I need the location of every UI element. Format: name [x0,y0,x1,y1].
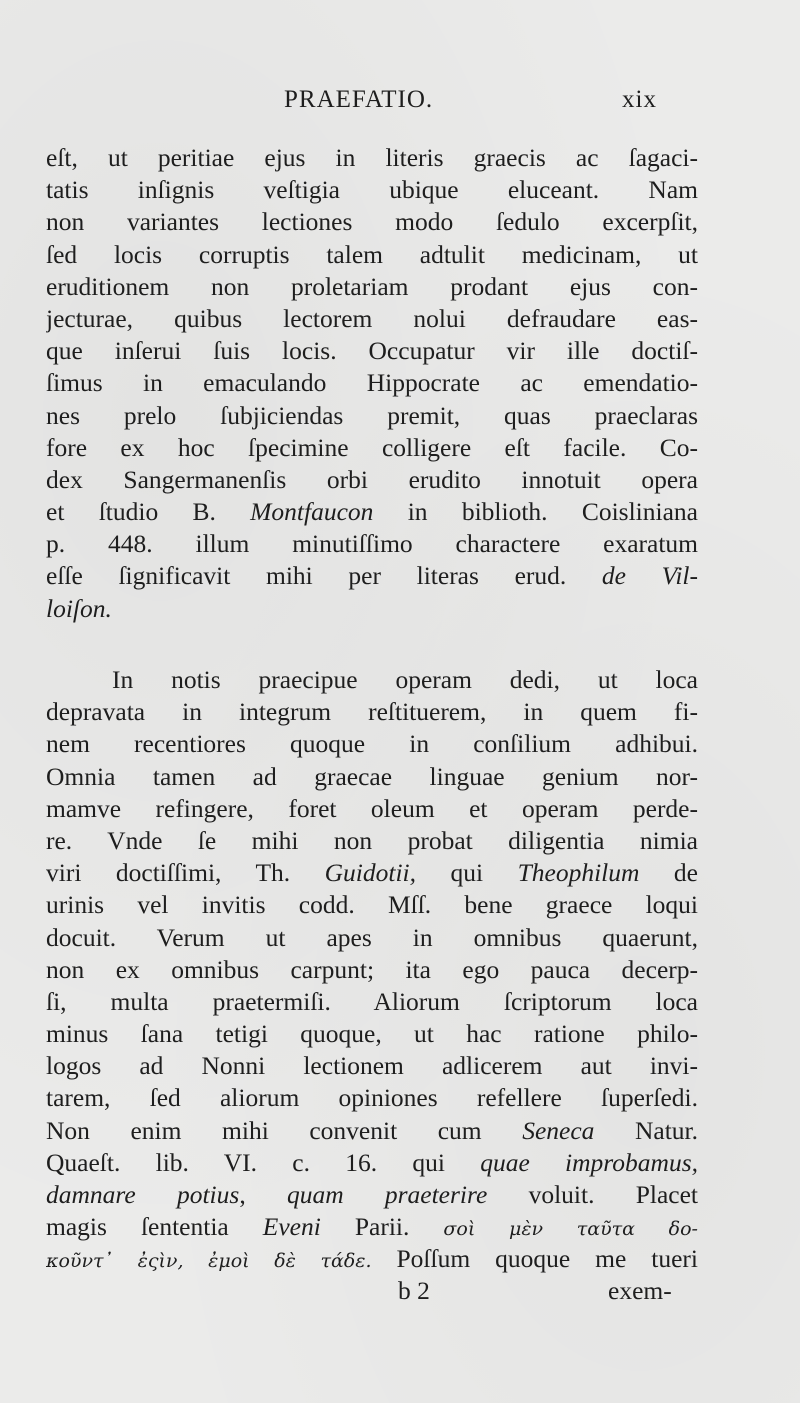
text-line: fore ex hoc ſpecimine colligere eſt facile. Co- [46,432,698,462]
page-title: PRAEFATIO. [284,86,434,113]
text-line [46,1179,698,1211]
text-run: viri doctiſſimi, Th. [46,858,325,888]
text-line: re. Vnde ſe mihi non probat diligentia nimia [46,825,698,855]
running-head [0,86,800,126]
author-name: Seneca [522,1115,595,1145]
text-line [46,857,698,889]
text-run: et ſtudio B. [46,497,251,527]
text-run: Parii. [320,1212,444,1242]
quotation: quae improbamus, [480,1147,698,1177]
text-run: Poſſum quoque me tueri [371,1244,698,1274]
text-run: Non enim mihi convenit cum [46,1115,523,1145]
text-line: nem recentiores quoque in conſilium adhibui. [46,729,698,759]
text-run: qui [416,858,518,888]
author-name: de Vil- [601,561,698,591]
text-line: tarem, ſed aliorum opiniones refellere ſuperſedi. [46,1083,698,1113]
text-line [46,496,698,528]
text-line: depravata in integrum reſtituerem, in quem fi- [46,697,698,727]
text-run: de [639,858,698,888]
author-name: Montfaucon [250,497,374,527]
text-line: eruditionem non proletariam prodant ejus con- [46,271,698,301]
text-line: dex Sangermanenſis orbi erudito innotuit opera [46,464,698,494]
author-name: loiſon. [46,593,112,623]
text-run: voluit. Placet [487,1180,698,1209]
quotation: damnare potius [46,1180,240,1209]
text-line: Omnia tamen ad graecae linguae genium nor- [46,761,698,791]
text-line: non ex omnibus carpunt; ita ego pauca decerp- [46,954,698,984]
text-run: in biblioth. Coisliniana [373,497,698,527]
text-line: In notis praecipue operam dedi, ut loca [112,665,698,694]
page-number: xix [622,86,657,113]
work-title: Theophilum [517,858,640,888]
text-run: magis ſententia [46,1212,263,1242]
signature-mark: b 2 [398,1276,430,1305]
text-line [46,1211,698,1243]
text-line: eſt, ut peritiae ejus in literis graecis ac ſagaci- [46,143,698,172]
greek-quotation: σοὶ μὲν ταῦτα δο- [443,1218,698,1241]
text-line: non variantes lectiones modo ſedulo excerpſit, [46,207,698,237]
author-name: Eveni [262,1212,321,1242]
greek-quotation: κοῦντ᾿ ἐςὶν, ἐμοὶ δὲ τάδε. [46,1250,372,1273]
text-line [46,1243,698,1275]
text-line: tatis inſignis veſtigia ubique eluceant. Nam [46,175,698,205]
text-line: logos ad Nonni lectionem adlicerem aut invi- [46,1051,698,1081]
text-run: Quaeſt. lib. VI. c. 16. qui [46,1147,481,1177]
text-run: , [239,1180,287,1209]
text-line: minus ſana tetigi quoque, ut hac ratione philo- [46,1019,698,1049]
text-line [46,1147,698,1179]
quotation: quam praeterire [286,1180,488,1209]
author-name: Guidotii, [324,858,417,888]
text-line [46,1115,698,1147]
text-line [46,593,698,625]
text-line [46,560,698,592]
paragraph-2 [46,664,698,1276]
text-run: eſſe ſignificavit mihi per literas erud. [46,561,602,591]
page-footer [0,1276,800,1310]
text-line: ſi, multa praetermiſi. Aliorum ſcriptorum loca [46,986,698,1016]
text-line: nes prelo ſubjiciendas premit, quas praeclaras [46,400,698,430]
text-line: docuit. Verum ut apes in omnibus quaerunt, [46,922,698,952]
catchword: exem- [608,1276,672,1305]
text-line: mamve refingere, foret oleum et operam perde- [46,793,698,823]
text-run: Natur. [594,1115,698,1145]
text-line: urinis vel invitis codd. Mſſ. bene graece loqui [46,890,698,920]
text-line: jecturae, quibus lectorem nolui defraudare eas- [46,303,698,333]
text-line: ſed locis corruptis talem adtulit medicinam, ut [46,239,698,269]
text-line: p. 448. illum minutiſſimo charactere exaratum [46,529,698,559]
text-line: ſimus in emaculando Hippocrate ac emendatio- [46,368,698,398]
text-line: que inſerui ſuis locis. Occupatur vir ille doctiſ- [46,336,698,366]
paragraph-1 [46,142,698,625]
